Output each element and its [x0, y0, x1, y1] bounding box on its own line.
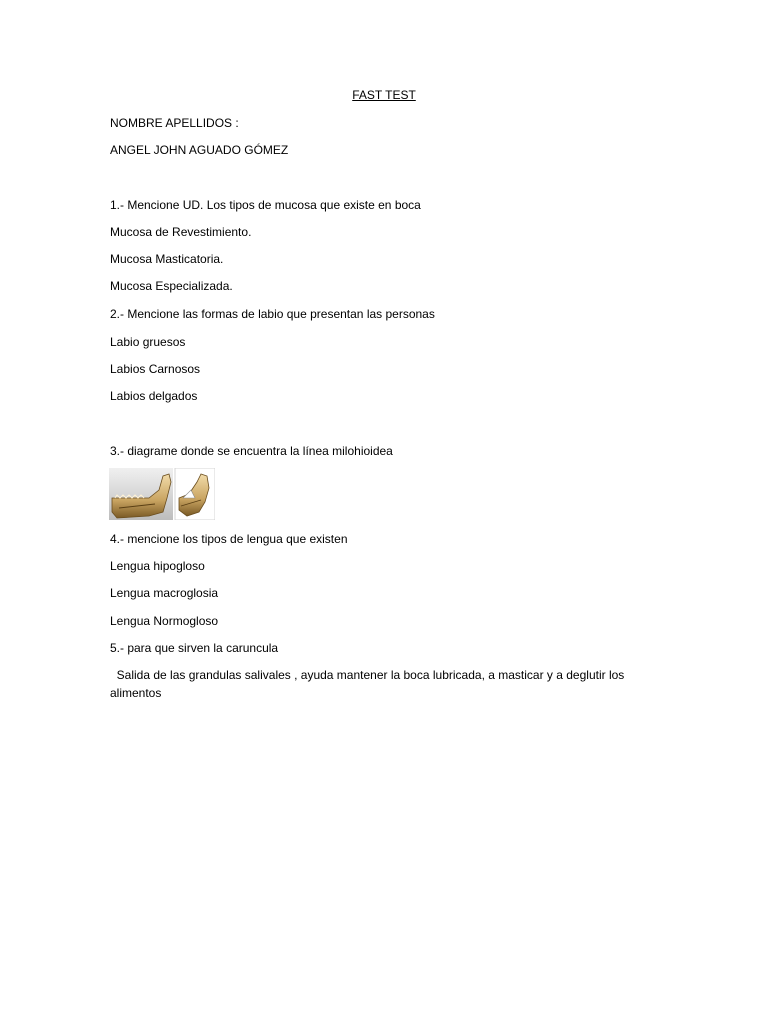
question-5: 5.- para que sirven la caruncula — [110, 641, 279, 655]
name-label: NOMBRE APELLIDOS : — [110, 116, 239, 130]
page-title: FAST TEST — [352, 88, 416, 102]
answer-1-3: Mucosa Especializada. — [110, 279, 233, 293]
name-value: ANGEL JOHN AGUADO GÓMEZ — [110, 143, 289, 157]
answer-4-1: Lengua hipogloso — [110, 559, 205, 573]
mandible-figure — [109, 468, 215, 520]
question-2: 2.- Mencione las formas de labio que presentan las personas — [110, 307, 435, 321]
answer-4-2: Lengua macroglosia — [110, 586, 219, 600]
answer-2-3: Labios delgados — [110, 389, 198, 403]
question-3: 3.- diagrame donde se encuentra la línea milohioidea — [110, 444, 393, 458]
answer-2-1: Labio gruesos — [110, 335, 186, 349]
question-4: 4.- mencione los tipos de lengua que existen — [110, 532, 348, 546]
answer-1-1: Mucosa de Revestimiento. — [110, 225, 252, 239]
answer-5: Salida de las grandulas salivales , ayuda mantener la boca lubricada, a masticar y a deglutir los alimentos — [110, 668, 628, 700]
answer-1-2: Mucosa Masticatoria. — [110, 252, 224, 266]
question-1: 1.- Mencione UD. Los tipos de mucosa que existe en boca — [110, 198, 421, 212]
mandible-diagram-icon — [109, 468, 215, 520]
answer-2-2: Labios Carnosos — [110, 362, 201, 376]
answer-4-3: Lengua Normogloso — [110, 614, 219, 628]
